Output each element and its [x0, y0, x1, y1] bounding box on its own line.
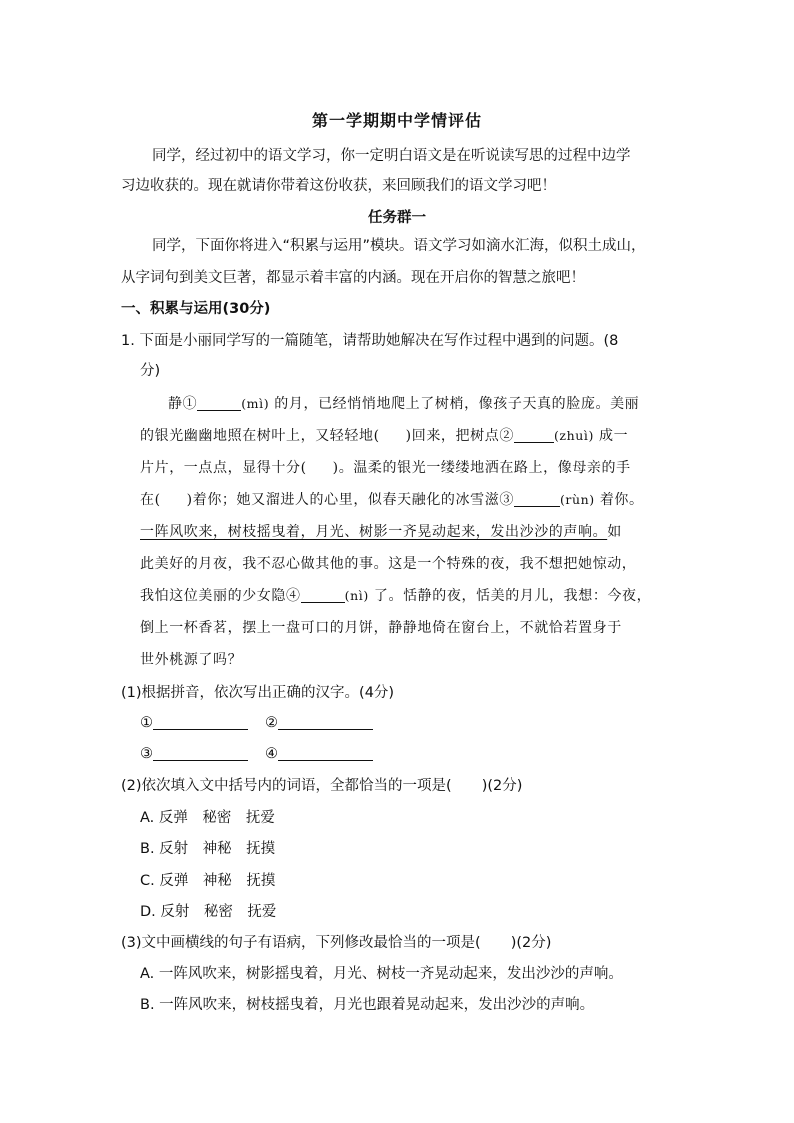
question-1-stem: 1. 下面是小丽同学写的一篇随笔，请帮助她解决在写作过程中遇到的问题。(8	[121, 333, 619, 349]
option-a[interactable]: A. 一阵风吹来，树影摇曳着，月光、树枝一齐晃动起来，发出沙沙的声响。	[140, 966, 623, 982]
stem-score: )(2分)	[481, 778, 523, 794]
option-d[interactable]: D. 反射 秘密 抚爱	[140, 904, 277, 920]
passage-text: 如	[607, 524, 622, 540]
answer-blank-4[interactable]	[278, 745, 373, 761]
task-intro-line-2: 从字词句到美文巨著，都显示着丰富的内涵。现在开启你的智慧之旅吧！	[121, 270, 585, 286]
passage-line-7	[140, 586, 651, 606]
stem-text: (2)依次填入文中括号内的词语，全都恰当的一项是(	[121, 778, 452, 794]
passage-line-5	[140, 522, 622, 542]
intro-line-2: 习边收获的。现在就请你带着这份收获，来回顾我们的语文学习吧！	[121, 178, 556, 194]
task-group-heading: 任务群一	[368, 210, 426, 226]
passage-line-1	[168, 394, 639, 414]
passage-text: 在(	[140, 492, 161, 508]
passage-text: 的银光幽幽地照在树叶上，又轻轻地(	[140, 428, 380, 444]
section-heading: 一、积累与运用(30分)	[121, 301, 271, 317]
passage-line-9: 世外桃源了吗？	[140, 652, 243, 668]
question-1-stem-cont: 分)	[140, 363, 161, 379]
fill-blank-4[interactable]	[301, 587, 345, 603]
passage-line-4	[140, 490, 644, 510]
option-b[interactable]: B. 反射 神秘 抚摸	[140, 841, 276, 857]
passage-text: )。温柔的银光一缕缕地洒在路上，像母亲的手	[332, 460, 631, 476]
passage-text: 静①	[168, 396, 198, 412]
passage-text: 了。恬静的夜，恬美的月儿，我想：今夜，	[368, 588, 652, 604]
answer-cell-4	[265, 745, 390, 762]
fill-blank-3[interactable]	[514, 491, 560, 507]
option-b[interactable]: B. 一阵风吹来，树枝摇曳着，月光也跟着晃动起来，发出沙沙的声响。	[140, 997, 595, 1013]
answer-cell-2	[265, 714, 390, 731]
page-title: 第一学期期中学情评估	[311, 111, 482, 130]
stem-text: (3)文中画横线的句子有语病，下列修改最恰当的一项是(	[121, 935, 481, 951]
sub-question-1-stem: (1)根据拼音，依次写出正确的汉字。(4分)	[121, 685, 395, 701]
passage-line-8: 倒上一杯香茗，摆上一盘可口的月饼，静静地倚在窗台上，不就恰若置身于	[140, 620, 622, 636]
pinyin-mi: (mì)	[241, 396, 270, 411]
passage-text: )着你；她又溜进人的心里，似春天融化的冰雪滋③	[186, 492, 514, 508]
stem-score: )(2分)	[510, 935, 552, 951]
answer-blank-2[interactable]	[278, 714, 373, 730]
intro-line-1: 同学，经过初中的语文学习，你一定明白语文是在听说读写思的过程中边学	[152, 148, 631, 164]
passage-line-6: 此美好的月夜，我不忍心做其他的事。这是一个特殊的夜，我不想把她惊动，	[140, 556, 637, 572]
answer-row-1	[140, 714, 390, 731]
passage-line-2	[140, 426, 628, 446]
answer-mark-1: ①	[140, 715, 153, 731]
sub-question-3-stem	[121, 933, 551, 953]
passage-text: 的月，已经悄悄地爬上了树梢，像孩子天真的脸庞。美丽	[269, 396, 640, 412]
answer-blank-1[interactable]	[153, 714, 248, 730]
passage-text: 着你。	[594, 492, 644, 508]
fill-blank-1[interactable]	[197, 395, 241, 411]
answer-mark-4: ④	[265, 746, 278, 762]
passage-line-3	[140, 458, 631, 478]
passage-text: 成一	[593, 428, 629, 444]
option-a[interactable]: A. 反弹 秘密 抚爱	[140, 810, 275, 826]
fill-blank-2[interactable]	[514, 427, 554, 443]
pinyin-zhui: (zhuì)	[553, 428, 594, 443]
answer-row-2	[140, 745, 390, 762]
task-intro-line-1: 同学，下面你将进入“积累与运用”模块。语文学习如滴水汇海，似积土成山，	[152, 238, 646, 254]
answer-mark-3: ③	[140, 746, 153, 762]
option-c[interactable]: C. 反弹 神秘 抚摸	[140, 873, 276, 889]
pinyin-run: (rùn)	[559, 492, 595, 507]
sub-question-2-stem	[121, 776, 522, 796]
answer-blank-3[interactable]	[153, 745, 248, 761]
passage-text: 我怕这位美丽的少女隐④	[140, 588, 301, 604]
answer-cell-3	[140, 745, 265, 762]
answer-cell-1	[140, 714, 265, 731]
pinyin-ni: (nì)	[344, 588, 369, 603]
underlined-sentence: 一阵风吹来，树枝摇曳着，月光、树影一齐晃动起来，发出沙沙的声响。	[140, 524, 608, 540]
passage-text: 片片，一点点，显得十分(	[140, 460, 307, 476]
passage-text: )回来，把树点②	[405, 428, 514, 444]
answer-mark-2: ②	[265, 715, 278, 731]
